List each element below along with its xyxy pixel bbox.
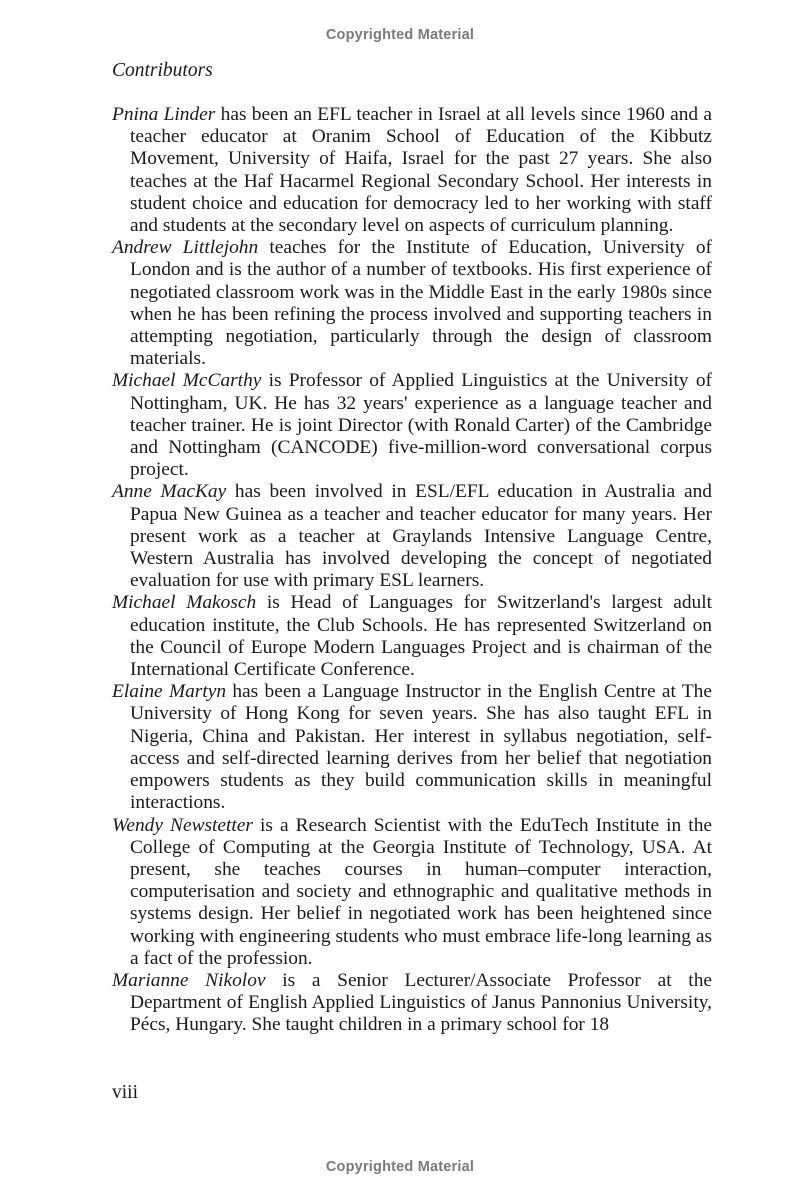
contributor-bio: has been involved in ESL/EFL education in Australia and Papua New Guinea as a teacher and teacher educator for many years. Her present work as a teacher at Graylands Intensive Language Centre, Western Australia has involved developing the concept of negotiated evaluation for use with primary ESL learners. (130, 481, 712, 592)
contributor-bio: is a Senior Lecturer/Associate Professor at the Department of English Applied Linguistics of Janus Pannonius University, Pécs, Hungary. She taught children in a primary school for 18 (130, 969, 712, 1036)
running-head: Contributors (112, 60, 213, 81)
contributor-bio: has been an EFL teacher in Israel at all levels since 1960 and a teacher educator at Oranim School of Education of the Kibbutz Movement, University of Haifa, Israel for the past 27 years. She also teaches at the Haf Hacarmel Regional Secondary School. Her interests in student choice and education for democracy led to her working with staff and students at the secondary level on aspects of curriculum planning. (130, 104, 712, 237)
contributor-name: Marianne Nikolov (112, 969, 266, 991)
contributor-bio: is a Research Scientist with the EduTech Institute in the College of Computing at the Georgia Institute of Technology, USA. At present, she teaches courses in human–computer interaction, computerisation and society and ethnographic and qualitative methods in systems design. Her belief in negotiated work has been heightened since working with engineering students who must embrace life-long learning as a fact of the profession. (130, 814, 712, 969)
contributor-list (112, 104, 712, 1037)
contributor-name: Elaine Martyn (112, 681, 227, 703)
contributor-name: Pnina Linder (112, 104, 216, 125)
contributor-bio: is Head of Languages for Switzerland's largest adult education institute, the Club Schools. He has represented Switzerland on the Council of Europe Modern Languages Project and is chairman of the International Certificate Conference. (130, 592, 712, 681)
page-number: viii (112, 1082, 139, 1103)
contributor-bio: has been a Language Instructor in the English Centre at The University of Hong Kong for seven years. She has also taught EFL in Nigeria, China and Pakistan. Her interest in syllabus negotiation, self-access and self-directed learning derives from her belief that negotiation empowers students as they build communication skills in meaningful interactions. (130, 681, 712, 814)
contributor-name: Anne MacKay (112, 481, 227, 503)
contributor-bio: is Professor of Applied Linguistics at the University of Nottingham, UK. He has 32 years' experience as a language teacher and teacher trainer. He is joint Director (with Ronald Carter) of the Cambridge and Nottingham (CANCODE) five-million-word conversational corpus project. (130, 370, 712, 481)
contributor-name: Wendy Newstetter (112, 814, 253, 836)
contributor-entry (112, 104, 712, 237)
contributor-name: Michael Makosch (112, 592, 257, 614)
contributor-bio: teaches for the Institute of Education, University of London and is the author of a number of textbooks. His first experience of negotiated classroom work was in the Middle East in the early 1980s since when he has been refining the process involved and supporting teachers in attempting negotiation, particularly through the design of classroom materials. (130, 237, 712, 370)
contributor-name: Michael McCarthy (112, 370, 262, 392)
contributor-entry (112, 970, 712, 1037)
contributor-name: Andrew Littlejohn (112, 237, 259, 259)
contributor-entry (112, 681, 712, 814)
contributor-entry (112, 237, 712, 370)
contributor-entry (112, 815, 712, 970)
copyright-watermark-top: Copyrighted Material (325, 27, 475, 43)
contributor-entry (112, 481, 712, 592)
contributor-entry (112, 370, 712, 481)
contributor-entry (112, 592, 712, 681)
copyright-watermark-bottom: Copyrighted Material (325, 1159, 475, 1175)
